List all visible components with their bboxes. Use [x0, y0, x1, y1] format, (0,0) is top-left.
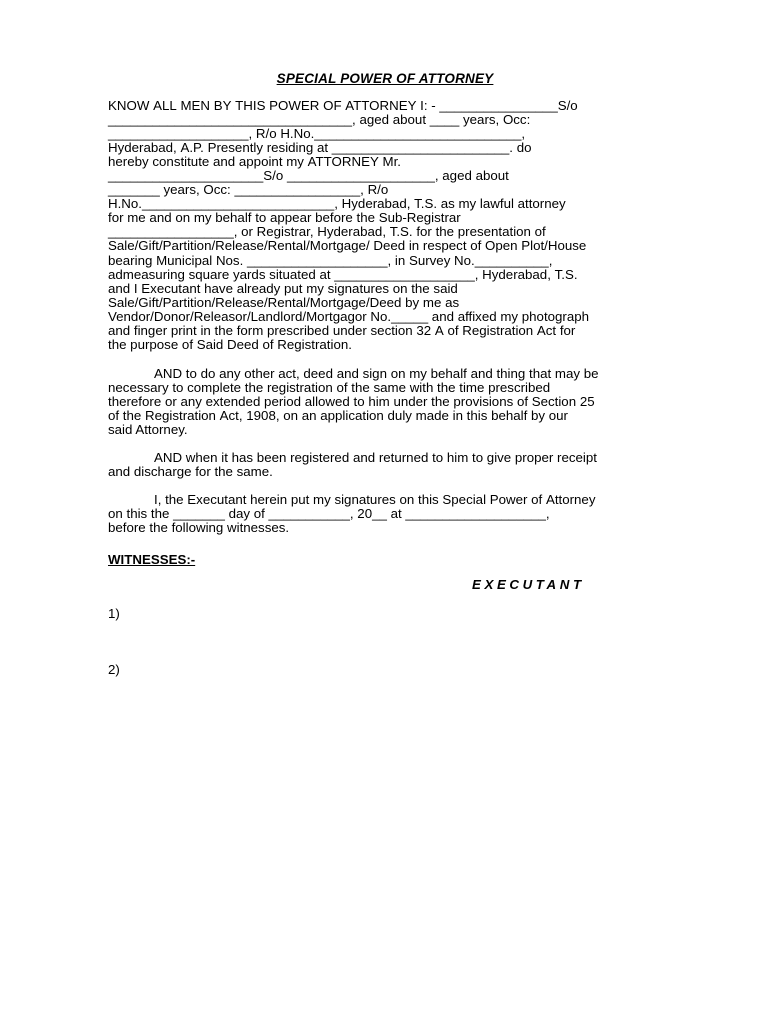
- paragraph-line: _________________________________, aged about ____ years, Occ:: [108, 112, 531, 128]
- paragraph-line: Hyderabad, A.P. Presently residing at ________________________. do: [108, 140, 532, 156]
- paragraph-appointment: [108, 99, 662, 352]
- paragraph-line: admeasuring square yards situated at ___________________, Hyderabad, T.S.: [108, 266, 578, 282]
- paragraph-line: bearing Municipal Nos. ___________________, in Survey No.__________,: [108, 252, 553, 268]
- paragraph-line: AND when it has been registered and returned to him to give proper receipt: [154, 450, 597, 465]
- paragraph-further-acts: [108, 367, 662, 437]
- paragraph-line: and I Executant have already put my signatures on the said: [108, 280, 458, 296]
- paragraph-line: Sale/Gift/Partition/Release/Rental/Mortgage/ Deed in respect of Open Plot/House: [108, 238, 587, 254]
- paragraph-line: before the following witnesses.: [108, 520, 290, 536]
- paragraph-line: _____________________S/o ____________________, aged about: [108, 168, 509, 184]
- paragraph-line: therefore or any extended period allowed to him under the provisions of Section 25: [108, 394, 595, 410]
- paragraph-line: and finger print in the form prescribed under section 32 A of Registration Act for: [108, 322, 576, 338]
- document-title: SPECIAL POWER OF ATTORNEY: [276, 71, 494, 86]
- paragraph-line: _________________, or Registrar, Hyderabad, T.S. for the presentation of: [108, 224, 546, 240]
- paragraph-line: of the Registration Act, 1908, on an application duly made in this behalf by our: [108, 408, 568, 424]
- paragraph-line: hereby constitute and appoint my ATTORNEY Mr.: [108, 154, 401, 170]
- paragraph-line: ___________________, R/o H.No.____________________________,: [108, 126, 526, 142]
- paragraph-line: on this the _______ day of ___________, 20__ at ___________________,: [108, 506, 550, 522]
- witnesses-heading: WITNESSES:-: [108, 552, 196, 567]
- paragraph-line: KNOW ALL MEN BY THIS POWER OF ATTORNEY I: - ________________S/o: [108, 98, 578, 113]
- paragraph-line: said Attorney.: [108, 422, 188, 438]
- executant-label: EXECUTANT: [472, 577, 585, 592]
- paragraph-line: necessary to complete the registration of the same with the time prescribed: [108, 380, 551, 396]
- paragraph-signature: [108, 493, 662, 535]
- paragraph-line: _______ years, Occ: _________________, R/o: [108, 182, 389, 198]
- paragraph-line: Vendor/Donor/Releasor/Landlord/Mortgagor No._____ and affixed my photograph: [108, 308, 590, 324]
- paragraph-receipt: [108, 451, 662, 479]
- paragraph-line: H.No.__________________________, Hyderabad, T.S. as my lawful attorney: [108, 196, 566, 212]
- paragraph-line: the purpose of Said Deed of Registration.: [108, 336, 352, 352]
- witness-number-2: 2): [108, 662, 120, 677]
- paragraph-line: Sale/Gift/Partition/Release/Rental/Mortgage/Deed by me as: [108, 294, 460, 310]
- paragraph-line: and discharge for the same.: [108, 464, 273, 480]
- paragraph-line: I, the Executant herein put my signatures on this Special Power of Attorney: [154, 492, 596, 507]
- witness-number-1: 1): [108, 606, 120, 621]
- paragraph-line: AND to do any other act, deed and sign on my behalf and thing that may be: [154, 366, 599, 381]
- paragraph-line: for me and on my behalf to appear before the Sub-Registrar: [108, 210, 461, 226]
